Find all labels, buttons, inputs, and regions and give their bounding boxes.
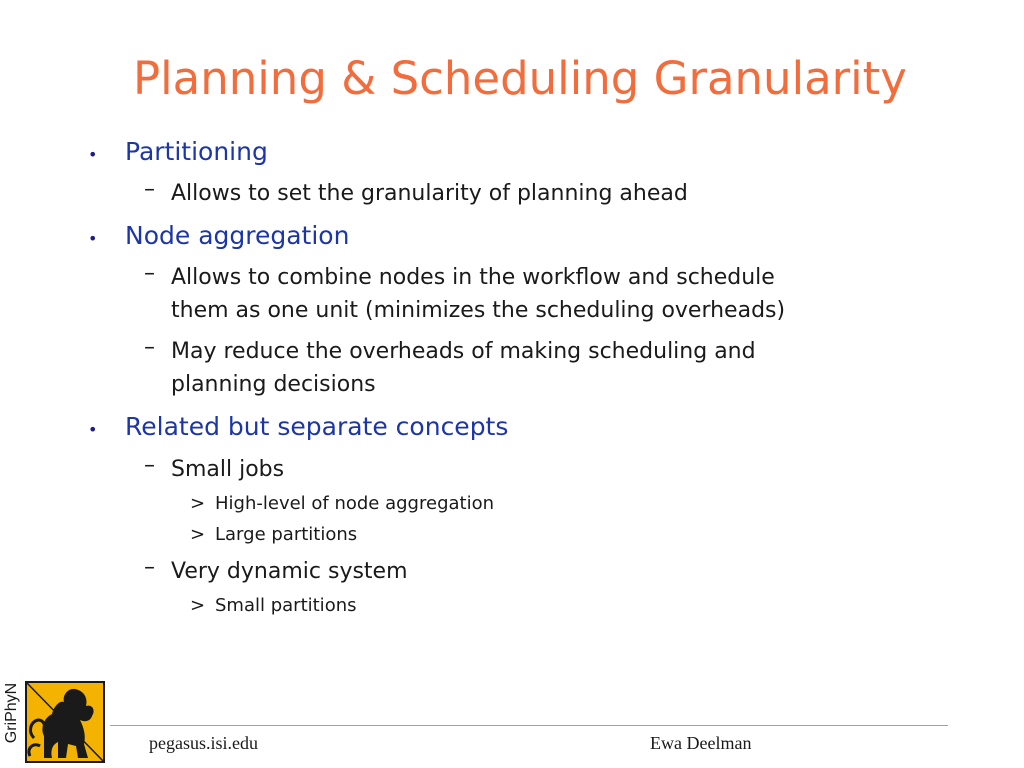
slide-title: Planning & Scheduling Granularity (133, 52, 907, 105)
sub-bullet-text: Allows to combine nodes in the workflow and schedule (171, 265, 775, 290)
sub-sub-bullet-text: High-level of node aggregation (215, 493, 494, 514)
arrow-marker: > (190, 493, 206, 514)
sub-bullet-text: May reduce the overheads of making scheduling and (171, 339, 756, 364)
dash-marker: – (144, 453, 155, 478)
dash-marker: – (144, 261, 155, 286)
dash-marker: – (144, 555, 155, 580)
footer-divider (110, 725, 948, 726)
sub-sub-bullet-text: Small partitions (215, 595, 357, 616)
arrow-marker: > (190, 595, 206, 616)
bullet-marker: • (88, 420, 98, 439)
sub-bullet-text: Small jobs (171, 457, 285, 482)
bullet-text: Node aggregation (125, 221, 350, 250)
griffin-logo-icon (4, 678, 108, 766)
arrow-marker: > (190, 524, 206, 545)
sub-bullet-text: planning decisions (171, 372, 376, 397)
logo-wordmark: GriPhyN (3, 682, 20, 744)
dash-marker: – (144, 177, 155, 202)
sub-sub-bullet-text: Large partitions (215, 524, 358, 545)
bullet-text: Related but separate concepts (125, 412, 509, 441)
bullet-marker: • (88, 145, 98, 164)
bullet-text: Partitioning (125, 137, 268, 166)
footer-url: pegasus.isi.edu (149, 733, 258, 753)
sub-bullet-text: them as one unit (minimizes the scheduling overheads) (171, 298, 786, 323)
sub-bullet-text: Allows to set the granularity of planning ahead (171, 181, 688, 206)
bullet-marker: • (88, 229, 98, 248)
sub-bullet-text: Very dynamic system (171, 559, 408, 584)
footer-author: Ewa Deelman (650, 733, 752, 753)
dash-marker: – (144, 335, 155, 360)
